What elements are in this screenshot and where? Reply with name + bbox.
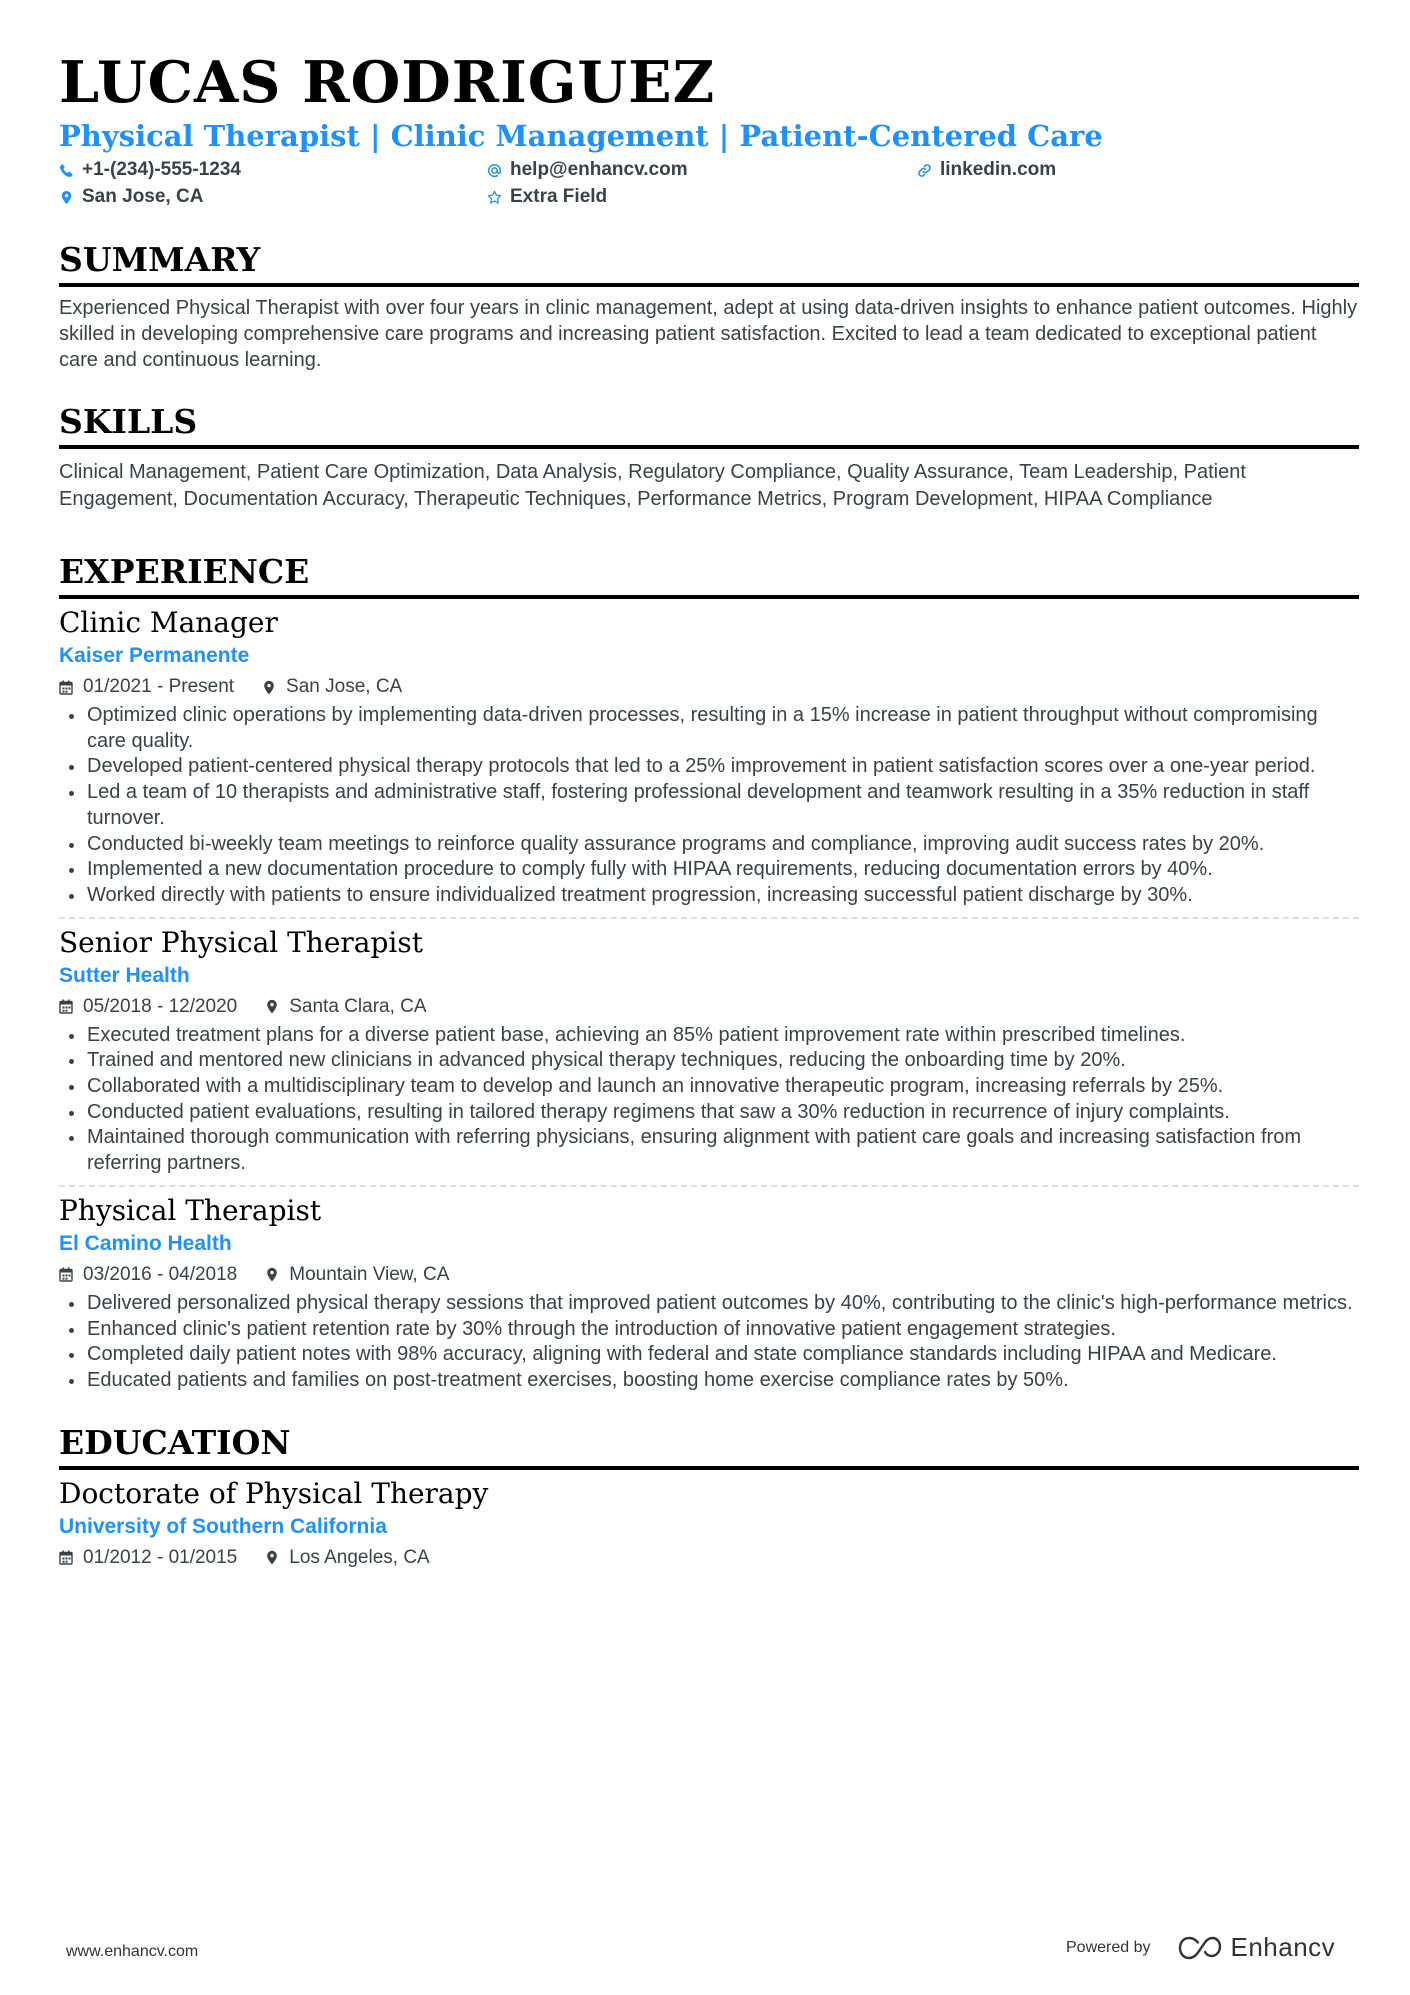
resume-content — [59, 50, 1359, 1572]
bullet-item: Implemented a new documentation procedure to comply fully with HIPAA requirements, reducing documentation errors by 40%. — [59, 857, 1359, 883]
contact-extra-field — [487, 186, 607, 208]
bullet-item: Delivered personalized physical therapy sessions that improved patient outcomes by 40%, contributing to the clinic's high-performance metrics. — [59, 1291, 1359, 1317]
education-heading: EDUCATION — [59, 1422, 1359, 1470]
job-title: Senior Physical Therapist — [59, 925, 423, 959]
contact-info — [59, 159, 1359, 213]
job-dates: 01/2021 - Present — [83, 676, 235, 697]
location-text: San Jose, CA — [82, 186, 204, 207]
company-name: El Camino Health — [59, 1231, 232, 1255]
map-pin-icon — [265, 1267, 279, 1282]
at-icon — [487, 163, 502, 178]
email-text: help@enhancv.com — [510, 159, 688, 180]
candidate-name: LUCAS RODRIGUEZ — [59, 49, 716, 116]
extra-field-text: Extra Field — [510, 186, 608, 207]
enhancv-logo-icon — [1177, 1935, 1223, 1961]
bullet-item: Completed daily patient notes with 98% accuracy, aligning with federal and state compliance standards including HIPAA and Medicare. — [59, 1342, 1359, 1368]
powered-by-text: Powered by — [1066, 1938, 1151, 1956]
bullet-item: Executed treatment plans for a diverse patient base, achieving an 85% patient improvement rate within prescribed timelines. — [59, 1023, 1359, 1049]
map-pin-icon — [265, 1550, 279, 1565]
education-item — [59, 1476, 1359, 1572]
contact-email[interactable] — [487, 159, 688, 181]
job-location-text: Mountain View, CA — [289, 1263, 450, 1285]
job-location — [265, 993, 426, 1021]
summary-heading: SUMMARY — [59, 239, 1359, 287]
experience-section — [59, 551, 1359, 1394]
phone-text: +1-(234)-555-1234 — [82, 159, 241, 180]
map-pin-icon — [59, 190, 74, 205]
company-name: Sutter Health — [59, 963, 190, 987]
bullet-item: Collaborated with a multidisciplinary team to develop and launch an innovative therapeutic program, increasing referrals by 25%. — [59, 1074, 1359, 1100]
job-dates: 05/2018 - 12/2020 — [83, 995, 238, 1017]
star-icon — [487, 190, 502, 205]
calendar-icon — [59, 680, 73, 695]
job-meta — [59, 1261, 1359, 1289]
experience-item — [59, 605, 1359, 919]
skills-heading: SKILLS — [59, 401, 1359, 449]
bullet-item: Optimized clinic operations by implementing data-driven processes, resulting in a 15% increase in patient throughput without compromising care quality. — [59, 703, 1359, 754]
bullet-item: Maintained thorough communication with referring physicians, ensuring alignment with patient care goals and increasing satisfaction from referring partners. — [59, 1125, 1359, 1176]
job-bullets — [59, 1023, 1359, 1177]
footer-branding — [1066, 1932, 1335, 1963]
experience-item — [59, 1193, 1359, 1394]
job-location — [265, 1261, 449, 1289]
bullet-item: Conducted patient evaluations, resulting in tailored therapy regimens that saw a 30% reduction in recurrence of injury complaints. — [59, 1100, 1359, 1126]
divider — [59, 1185, 1359, 1187]
degree-title: Doctorate of Physical Therapy — [59, 1476, 489, 1510]
bullet-item: Developed patient-centered physical therapy protocols that led to a 25% improvement in patient satisfaction scores over a one-year period. — [59, 754, 1359, 780]
experience-heading: EXPERIENCE — [59, 551, 1359, 599]
job-location-text: Santa Clara, CA — [289, 995, 427, 1017]
job-title: Clinic Manager — [59, 606, 278, 639]
link-icon — [917, 163, 932, 178]
experience-item — [59, 925, 1359, 1187]
job-bullets — [59, 1291, 1359, 1394]
brand-name: Enhancv — [1230, 1932, 1336, 1962]
bullet-item: Enhanced clinic's patient retention rate by 30% through the introduction of innovative patient engagement strategies. — [59, 1317, 1359, 1343]
contact-phone[interactable] — [59, 159, 241, 181]
candidate-headline: Physical Therapist | Clinic Management | Patient-Centered Care — [59, 119, 1103, 153]
calendar-icon — [59, 999, 73, 1014]
education-location-text: Los Angeles, CA — [289, 1546, 430, 1568]
calendar-icon — [59, 1267, 73, 1282]
phone-icon — [59, 163, 74, 178]
job-location — [262, 673, 402, 701]
linkedin-text: linkedin.com — [940, 159, 1057, 180]
footer-website[interactable]: www.enhancv.com — [66, 1943, 199, 1960]
contact-linkedin[interactable] — [917, 159, 1056, 181]
bullet-item: Educated patients and families on post-treatment exercises, boosting home exercise compliance rates by 50%. — [59, 1368, 1359, 1394]
resume-header — [59, 50, 1359, 213]
summary-text: Experienced Physical Therapist with over four years in clinic management, adept at using data-driven insights to enhance patient outcomes. Highly skilled in developing comprehensive care programs and increasing patient satisfaction. Excited to lead a team dedicated to exceptional patient care and continuous learning. — [59, 297, 1358, 371]
calendar-icon — [59, 1550, 73, 1565]
skills-section — [59, 401, 1359, 513]
bullet-item: Worked directly with patients to ensure individualized treatment progression, increasing successful patient discharge by 30%. — [59, 883, 1359, 909]
company-name: Kaiser Permanente — [59, 644, 250, 667]
job-dates: 03/2016 - 04/2018 — [83, 1263, 238, 1285]
map-pin-icon — [262, 680, 276, 695]
job-bullets — [59, 703, 1359, 909]
bullet-item: Conducted bi-weekly team meetings to reinforce quality assurance programs and compliance, improving audit success rates by 20%. — [59, 832, 1359, 858]
summary-section — [59, 239, 1359, 373]
job-meta — [59, 993, 1359, 1021]
job-location-text: San Jose, CA — [286, 676, 403, 697]
education-dates: 01/2012 - 01/2015 — [83, 1546, 238, 1568]
map-pin-icon — [265, 999, 279, 1014]
job-meta — [59, 673, 1359, 701]
school-name: University of Southern California — [59, 1514, 387, 1538]
bullet-item: Led a team of 10 therapists and administrative staff, fostering professional development and teamwork resulting in a 35% reduction in staff turnover. — [59, 780, 1359, 831]
job-title: Physical Therapist — [59, 1193, 322, 1227]
education-meta — [59, 1544, 1359, 1572]
enhancv-brand[interactable] — [1177, 1932, 1336, 1963]
skills-text: Clinical Management, Patient Care Optimization, Data Analysis, Regulatory Compliance, Quality Assurance, Team Leadership, Patient Engagement, Documentation Accuracy, Therapeutic Techniques, Performance Metrics, Program Development, HIPAA Compliance — [59, 461, 1246, 510]
education-location — [265, 1544, 429, 1572]
education-section — [59, 1422, 1359, 1572]
contact-location — [59, 186, 203, 208]
divider — [59, 917, 1359, 919]
bullet-item: Trained and mentored new clinicians in advanced physical therapy techniques, reducing the onboarding time by 20%. — [59, 1048, 1359, 1074]
